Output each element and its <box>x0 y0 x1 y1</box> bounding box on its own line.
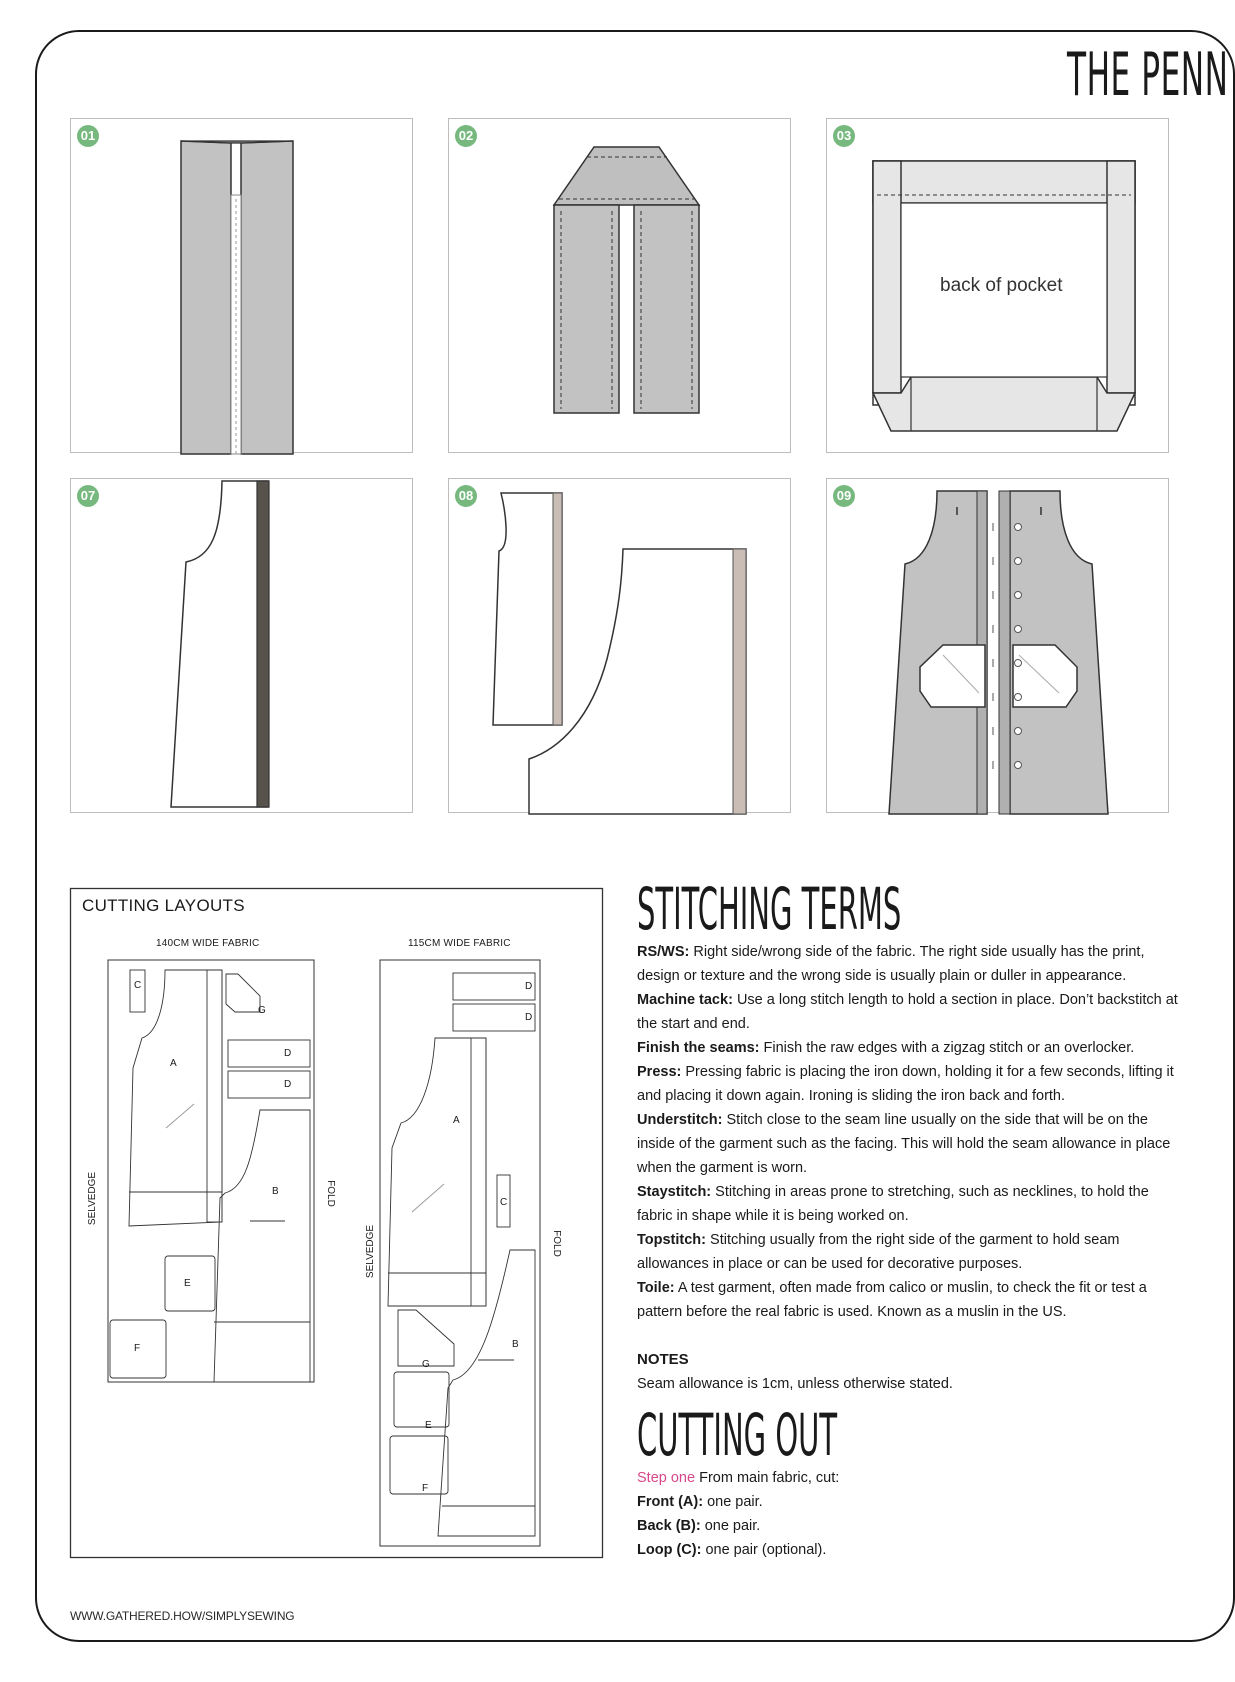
term-item <box>637 1228 1182 1276</box>
cut-item <box>637 1514 1182 1538</box>
piece-label: D <box>284 1079 292 1090</box>
piece-label: G <box>422 1359 430 1370</box>
cutting-layouts-title: CUTTING LAYOUTS <box>82 896 245 915</box>
term-item <box>637 1060 1182 1108</box>
cutting-step <box>637 1466 1182 1490</box>
piece-label: B <box>272 1186 279 1197</box>
term-definition: Stitch close to the seam line usually on the side that will be on the inside of the garment such as the facing. This will hold the seam allowance in place when the garment is worn. <box>637 1112 1171 1176</box>
selvedge-label: SELVEDGE <box>87 1171 99 1226</box>
cut-item <box>637 1490 1182 1514</box>
stitching-terms-heading: STITCHING TERMS <box>637 875 902 943</box>
stitching-terms-list <box>637 940 1182 1324</box>
term-definition: Stitching usually from the right side of the garment to hold seam allowances in place or can be used for decorative purposes. <box>637 1232 1120 1272</box>
cut-item-text: one pair. <box>707 1494 763 1510</box>
term-name: Press: <box>637 1064 682 1080</box>
term-name: Topstitch: <box>637 1232 706 1248</box>
step-08-illustration <box>449 479 792 814</box>
term-definition: Stitching in areas prone to stretching, such as necklines, to hold the fabric in shape while it is being worked on. <box>637 1184 1149 1224</box>
term-item <box>637 1108 1182 1180</box>
term-item <box>637 1036 1182 1060</box>
page-title: THE PENN <box>1067 40 1229 110</box>
term-name: Toile: <box>637 1280 675 1296</box>
fold-label: FOLD <box>324 1180 336 1207</box>
step-01-illustration <box>71 119 414 454</box>
step-number-badge: 02 <box>455 125 477 147</box>
cut-item <box>637 1538 1182 1562</box>
piece-label: A <box>453 1115 460 1126</box>
piece-label: C <box>500 1197 508 1208</box>
term-definition: Pressing fabric is placing the iron down, holding it for a few seconds, lifting it and placing it down again. Ironing is sliding the iron back and forth. <box>637 1064 1174 1104</box>
term-item <box>637 988 1182 1036</box>
piece-label: G <box>258 1005 266 1016</box>
step-number-badge: 09 <box>833 485 855 507</box>
step-number-badge: 01 <box>77 125 99 147</box>
term-name: Machine tack: <box>637 992 733 1008</box>
cutting-layouts-diagram <box>70 888 603 1558</box>
fabric-width-label-140: 140CM WIDE FABRIC <box>156 938 260 949</box>
step-number-badge: 03 <box>833 125 855 147</box>
piece-label: F <box>422 1483 429 1494</box>
cut-item-term: Loop (C): <box>637 1542 702 1558</box>
term-name: Finish the seams: <box>637 1040 760 1056</box>
selvedge-label: SELVEDGE <box>365 1224 377 1279</box>
term-name: Staystitch: <box>637 1184 712 1200</box>
piece-label: D <box>525 981 533 992</box>
notes-title: NOTES <box>637 1351 689 1368</box>
step-panel-02 <box>448 118 791 453</box>
term-item <box>637 1180 1182 1228</box>
fabric-width-label-115: 115CM WIDE FABRIC <box>408 938 511 949</box>
text-column <box>637 875 1182 1562</box>
step-number-badge: 08 <box>455 485 477 507</box>
step-07-illustration <box>71 479 414 814</box>
piece-label: E <box>425 1420 432 1431</box>
cutting-layouts-panel <box>70 888 603 1558</box>
term-definition: Right side/wrong side of the fabric. The right side usually has the print, design or texture and the wrong side is usually plain or duller in appearance. <box>637 944 1145 984</box>
fold-label: FOLD <box>550 1230 562 1257</box>
step-panel-01 <box>70 118 413 453</box>
term-name: Understitch: <box>637 1112 723 1128</box>
piece-label: C <box>134 980 142 991</box>
step-panel-09 <box>826 478 1169 813</box>
cut-item-text: one pair. <box>704 1518 761 1534</box>
piece-label: F <box>134 1343 141 1354</box>
piece-label: E <box>184 1278 191 1289</box>
step-02-illustration <box>449 119 792 454</box>
term-item <box>637 1276 1182 1324</box>
pocket-caption: back of pocket <box>940 275 1063 296</box>
piece-label: A <box>170 1058 177 1069</box>
step-panel-03 <box>826 118 1169 453</box>
term-name: RS/WS: <box>637 944 690 960</box>
term-definition: Finish the raw edges with a zigzag stitch or an overlocker. <box>763 1040 1135 1056</box>
step-text: From main fabric, cut: <box>699 1470 840 1486</box>
term-definition: Use a long stitch length to hold a section in place. Don’t backstitch at the start and end. <box>637 992 1178 1032</box>
notes-text: Seam allowance is 1cm, unless otherwise stated. <box>637 1376 953 1392</box>
cut-item-text: one pair (optional). <box>705 1542 827 1558</box>
step-panel-07 <box>70 478 413 813</box>
step-number-badge: 07 <box>77 485 99 507</box>
piece-label: D <box>284 1048 292 1059</box>
term-definition: A test garment, often made from calico or muslin, to check the fit or test a pattern before the real fabric is used. Known as a muslin in the US. <box>637 1280 1147 1320</box>
piece-label: B <box>512 1339 519 1350</box>
cut-item-term: Back (B): <box>637 1518 701 1534</box>
step-panel-08 <box>448 478 791 813</box>
term-item <box>637 940 1182 988</box>
piece-label: D <box>525 1012 533 1023</box>
step-label: Step one <box>637 1470 696 1486</box>
cutting-out-heading: CUTTING OUT <box>637 1401 838 1469</box>
cut-item-term: Front (A): <box>637 1494 704 1510</box>
footer-url: WWW.GATHERED.HOW/SIMPLYSEWING <box>70 1609 295 1623</box>
step-09-illustration <box>827 479 1170 814</box>
